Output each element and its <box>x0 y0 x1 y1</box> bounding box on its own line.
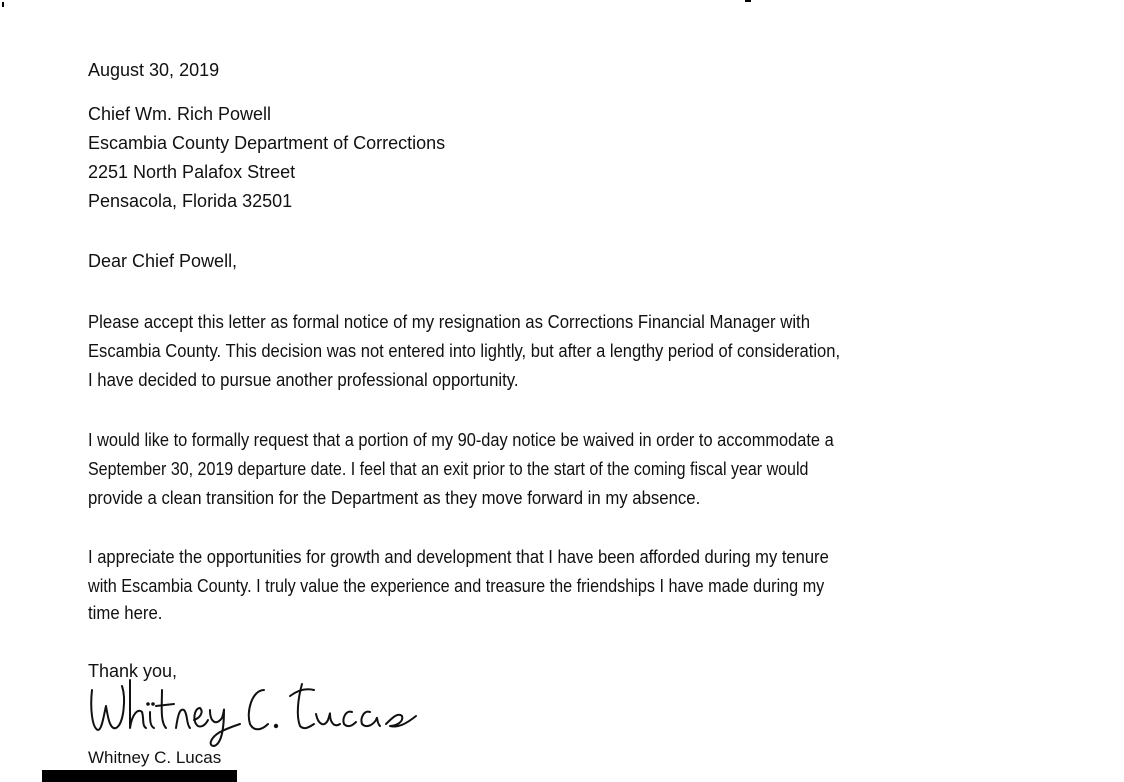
paragraph-line: I would like to formally request that a portion of my 90-day notice be waived in order to accommodate a <box>88 430 834 450</box>
handwritten-signature <box>86 668 446 748</box>
paragraph-line: provide a clean transition for the Department as they move forward in my absence. <box>88 488 701 508</box>
letter-date: August 30, 2019 <box>88 60 220 80</box>
salutation: Dear Chief Powell, <box>88 251 238 271</box>
paragraph-line: with Escambia County. I truly value the experience and treasure the friendships I have made during my <box>88 576 825 596</box>
scan-artifact <box>745 0 751 2</box>
scan-artifact <box>2 2 4 7</box>
redaction-bar <box>42 770 237 782</box>
paragraph-line: Escambia County. This decision was not entered into lightly, but after a lengthy period of consideration, <box>88 341 841 361</box>
recipient-organization: Escambia County Department of Corrections <box>88 133 446 153</box>
paragraph-line: time here. <box>88 603 163 623</box>
recipient-city: Pensacola, Florida 32501 <box>88 191 293 211</box>
closing: Thank you, <box>88 661 178 681</box>
recipient-street: 2251 North Palafox Street <box>88 162 296 182</box>
paragraph-line: I appreciate the opportunities for growth and development that I have been afforded during my tenure <box>88 547 829 567</box>
signature-name: Whitney C. Lucas <box>88 748 222 767</box>
paragraph-line: I have decided to pursue another professional opportunity. <box>88 370 519 390</box>
paragraph-line: September 30, 2019 departure date. I feel that an exit prior to the start of the coming fiscal year would <box>88 459 809 479</box>
recipient-name: Chief Wm. Rich Powell <box>88 104 272 124</box>
paragraph-line: Please accept this letter as formal notice of my resignation as Corrections Financial Manager with <box>88 312 811 332</box>
